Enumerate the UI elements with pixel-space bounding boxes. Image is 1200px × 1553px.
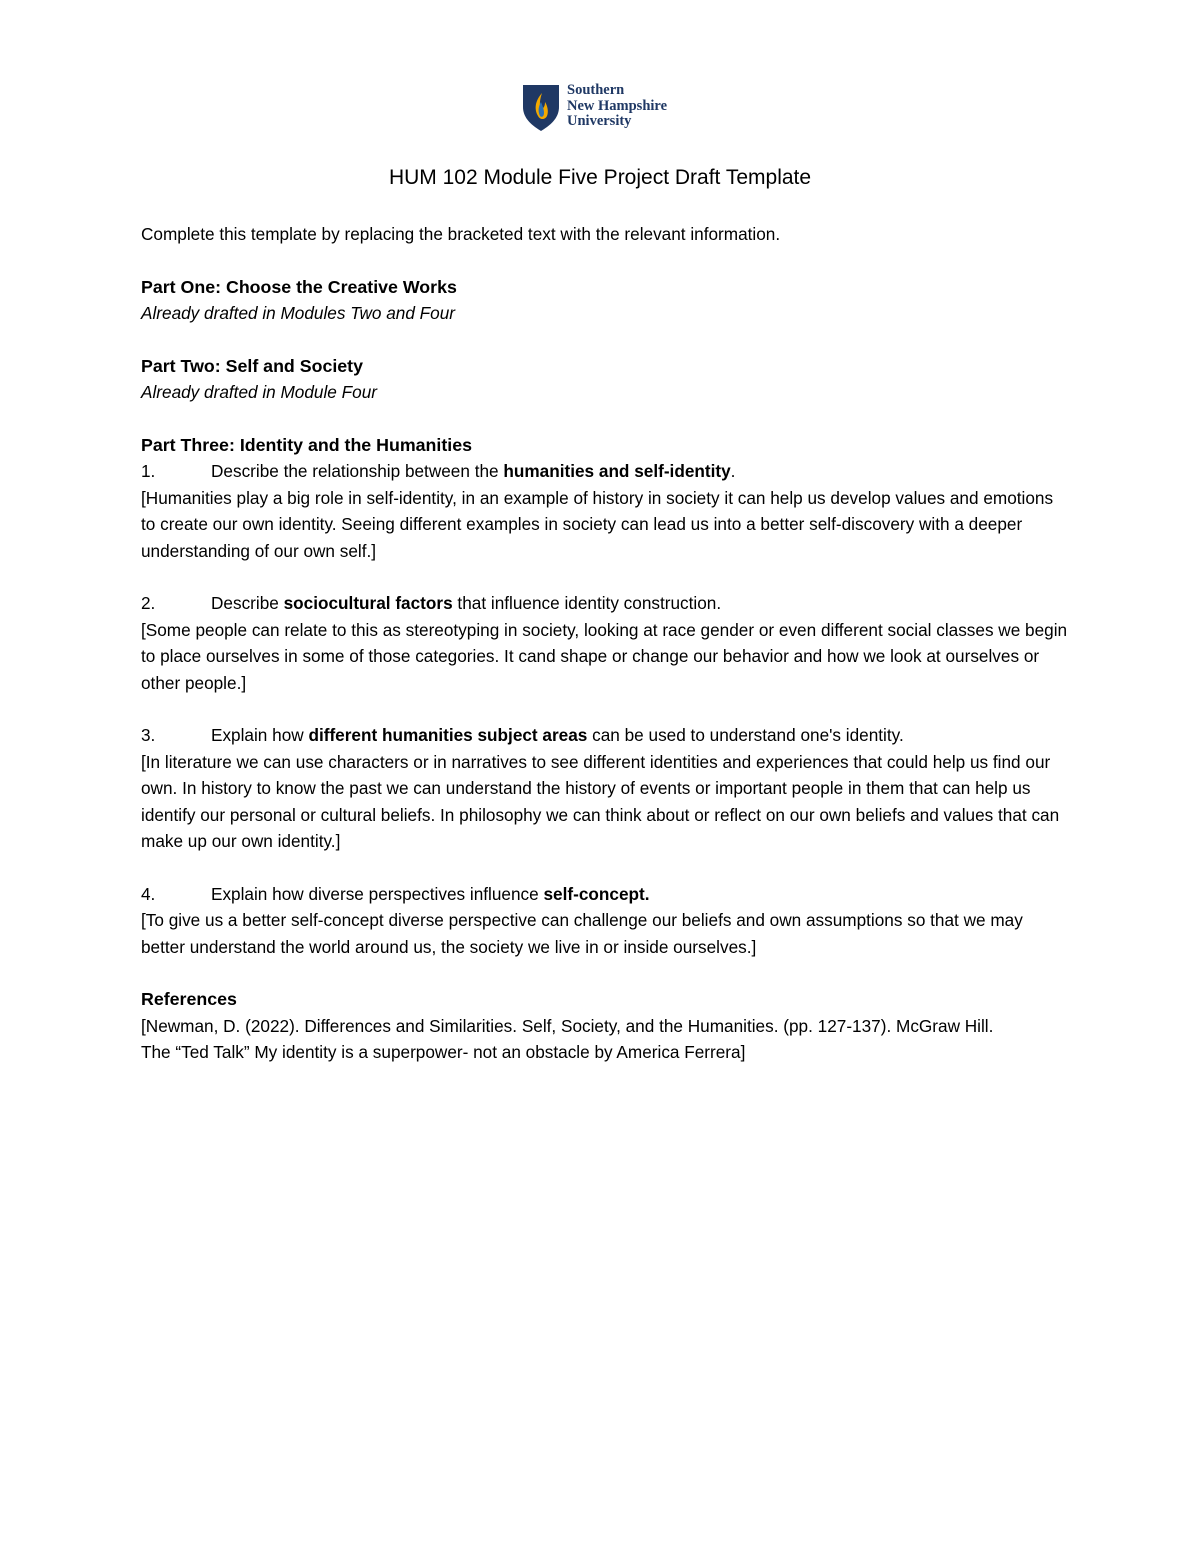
references-heading: References xyxy=(141,989,237,1009)
document-title: HUM 102 Module Five Project Draft Template xyxy=(388,166,812,189)
question-1 xyxy=(141,458,1071,485)
logo-wordmark xyxy=(567,83,667,130)
intro-text: Complete this template by replacing the bracketed text with the relevant information. xyxy=(141,224,781,244)
part-one-note: Already drafted in Modules Two and Four xyxy=(141,303,455,323)
question-1-number: 1. xyxy=(141,461,156,481)
part-three-heading: Part Three: Identity and the Humanities xyxy=(141,434,472,455)
question-2-text: Describe sociocultural factors that influence identity construction. xyxy=(211,593,722,613)
question-1-text: Describe the relationship between the humanities and self-identity. xyxy=(211,461,736,481)
question-4-number: 4. xyxy=(141,883,156,904)
answer-2: [Some people can relate to this as stereotyping in society, looking at race gender or even different social classes we begin to place ourselves in some of those categories. It cand shape or change our behavior and how we look at ourselves or other people.] xyxy=(141,619,1068,693)
reference-2: The “Ted Talk” My identity is a superpower- not an obstacle by America Ferrera] xyxy=(141,1042,746,1062)
part-two-note: Already drafted in Module Four xyxy=(141,382,377,402)
answer-1: [Humanities play a big role in self-identity, in an example of history in society it can help us develop values and emotions to create our own identity. Seeing different examples in society can lead us into a better self-discovery with a deeper understanding of our own self.] xyxy=(141,487,1054,561)
question-2-number: 2. xyxy=(141,593,156,613)
logo-line-2: New Hampshire xyxy=(567,97,668,114)
question-3-text: Explain how different humanities subject areas can be used to understand one's identity. xyxy=(211,725,904,745)
university-logo xyxy=(521,83,691,133)
question-3 xyxy=(141,722,1071,749)
question-4 xyxy=(141,881,1071,908)
question-3-number: 3. xyxy=(141,725,156,745)
reference-1: [Newman, D. (2022). Differences and Similarities. Self, Society, and the Humanities. (pp. 127-137). McGraw Hill. xyxy=(141,1015,994,1036)
question-2 xyxy=(141,590,1071,617)
logo-line-1: Southern xyxy=(567,82,625,98)
part-one-heading: Part One: Choose the Creative Works xyxy=(141,276,457,297)
part-two-heading: Part Two: Self and Society xyxy=(141,355,363,376)
question-4-text: Explain how diverse perspectives influence self-concept. xyxy=(211,883,650,904)
document-body xyxy=(141,221,1071,1066)
answer-3: [In literature we can use characters or in narratives to see different identities and experiences that could help us find our own. In history to know the past we can understand the history of events or important people in them that can help us identify our personal or cultural beliefs. In philosophy we can think about or reflect on our own beliefs and values that can make up our own identity.] xyxy=(141,751,1060,851)
logo-line-3: University xyxy=(567,113,632,129)
answer-4: [To give us a better self-concept diverse perspective can challenge our beliefs and own assumptions so that we may better understand the world around us, the society we live in or inside ourselves.] xyxy=(141,910,1023,957)
flame-shield-icon xyxy=(521,85,561,131)
